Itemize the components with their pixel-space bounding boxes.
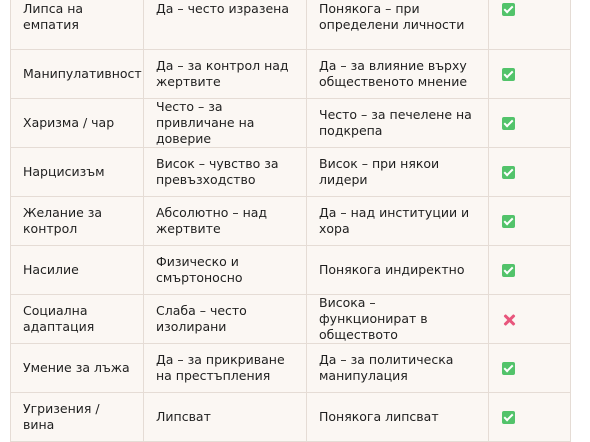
serial-killer-cell: Да – често изразена (144, 0, 307, 50)
trait-cell: Харизма / чар (11, 99, 144, 148)
leader-cell: Често – за печелене на подкрепа (307, 99, 489, 148)
table-row (11, 246, 571, 295)
table-row (11, 0, 571, 50)
table-row (11, 295, 571, 344)
table-row (11, 344, 571, 393)
leader-cell: Да – за политическа манипулация (307, 344, 489, 393)
match-cell (489, 295, 571, 344)
trait-cell: Нарцисизъм (11, 148, 144, 197)
serial-killer-cell: Висок – чувство за превъзходство (144, 148, 307, 197)
leader-cell: Понякога – при определени личности (307, 0, 489, 50)
serial-killer-cell: Да – за контрол над жертвите (144, 50, 307, 99)
table-row (11, 99, 571, 148)
match-cell (489, 99, 571, 148)
check-icon (502, 166, 515, 179)
match-cell (489, 197, 571, 246)
leader-cell: Да – за влияние върху общественото мнение (307, 50, 489, 99)
leader-cell: Висока – функционират в обществото (307, 295, 489, 344)
match-cell (489, 344, 571, 393)
table-row (11, 197, 571, 246)
leader-cell: Да – над институции и хора (307, 197, 489, 246)
serial-killer-cell: Често – за привличане на доверие (144, 99, 307, 148)
table-row (11, 50, 571, 99)
cross-icon (502, 313, 516, 327)
check-icon (502, 362, 515, 375)
check-icon (502, 68, 515, 81)
serial-killer-cell: Слаба – често изолирани (144, 295, 307, 344)
trait-cell: Желание за контрол (11, 197, 144, 246)
comparison-table (10, 0, 571, 442)
match-cell (489, 148, 571, 197)
match-cell (489, 246, 571, 295)
check-icon (502, 215, 515, 228)
leader-cell: Понякога индиректно (307, 246, 489, 295)
check-icon (502, 3, 515, 16)
trait-cell: Липса на емпатия (11, 0, 144, 50)
match-cell (489, 0, 571, 50)
check-icon (502, 117, 515, 130)
match-cell (489, 50, 571, 99)
table-row (11, 393, 571, 442)
serial-killer-cell: Липсват (144, 393, 307, 442)
serial-killer-cell: Абсолютно – над жертвите (144, 197, 307, 246)
serial-killer-cell: Физическо и смъртоносно (144, 246, 307, 295)
leader-cell: Понякога липсват (307, 393, 489, 442)
trait-cell: Угризения / вина (11, 393, 144, 442)
serial-killer-cell: Да – за прикриване на престъпления (144, 344, 307, 393)
trait-cell: Социална адаптация (11, 295, 144, 344)
trait-cell: Насилие (11, 246, 144, 295)
check-icon (502, 411, 515, 424)
table-row (11, 148, 571, 197)
match-cell (489, 393, 571, 442)
trait-cell: Умение за лъжа (11, 344, 144, 393)
leader-cell: Висок – при някои лидери (307, 148, 489, 197)
check-icon (502, 264, 515, 277)
trait-cell: Манипулативност (11, 50, 144, 99)
